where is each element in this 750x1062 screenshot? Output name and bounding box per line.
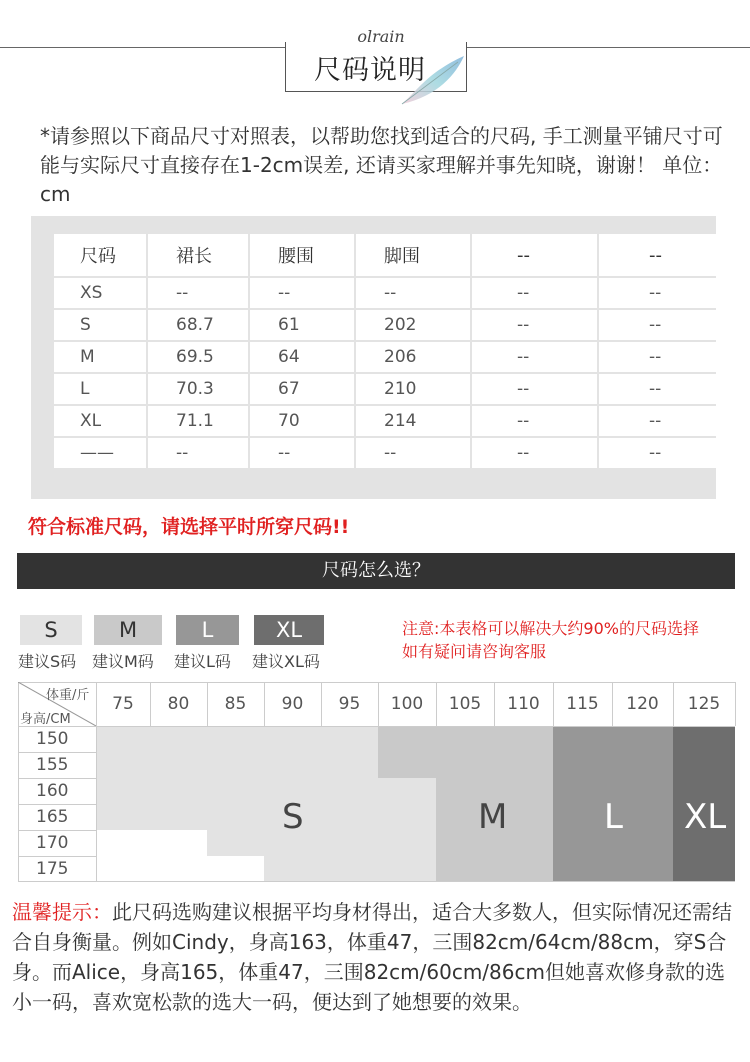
size-table-row bbox=[54, 406, 722, 436]
grid-weight-label: 85 bbox=[224, 694, 247, 714]
grid-cell-s bbox=[96, 752, 378, 778]
grid-header-divider bbox=[18, 726, 735, 727]
size-table-cell: 67 bbox=[250, 374, 354, 404]
size-table-cell: 210 bbox=[356, 374, 470, 404]
section-title-bar: 尺码怎么选？ bbox=[17, 553, 735, 589]
legend-label-xl: 建议XL码 bbox=[252, 652, 320, 671]
size-table-cell: 70.3 bbox=[148, 374, 248, 404]
grid-cell-s bbox=[96, 804, 436, 830]
size-table-cell: -- bbox=[356, 438, 470, 468]
grid-weight-label: 120 bbox=[626, 694, 659, 714]
size-table-cell: -- bbox=[599, 438, 722, 468]
grid-cell-xl bbox=[673, 752, 735, 778]
size-table-cell: -- bbox=[599, 310, 722, 340]
grid-cell-l bbox=[553, 752, 673, 778]
size-table-header-row bbox=[54, 234, 722, 276]
grid-row-line bbox=[18, 752, 96, 753]
size-table-cell: 206 bbox=[356, 342, 470, 372]
legend-label-s: 建议S码 bbox=[18, 652, 77, 671]
size-table-cell: 202 bbox=[356, 310, 470, 340]
intro-text: *请参照以下商品尺寸对照表，以帮助您找到适合的尺码, 手工测量平铺尺寸可能与实际尺寸直接存在1-2cm误差, 还请买家理解并事先知晓，谢谢！ 单位：cm bbox=[40, 124, 723, 206]
header-line-left bbox=[0, 47, 286, 48]
grid-height-label: 175 bbox=[36, 859, 69, 879]
note-line: 如有疑问请咨询客服 bbox=[402, 642, 547, 661]
size-table-cell: -- bbox=[148, 278, 248, 308]
note-line: 注意:本表格可以解决大约90%的尺码选择 bbox=[402, 619, 699, 638]
size-table-header-cell: 裙长 bbox=[148, 234, 248, 276]
grid-weight-label: 105 bbox=[448, 694, 482, 714]
legend-swatch-l: L bbox=[176, 615, 239, 645]
grid-zone-label-m: M bbox=[478, 797, 508, 837]
legend-swatch-xl: XL bbox=[254, 615, 324, 645]
legend-swatch-s: S bbox=[20, 615, 82, 645]
legend-label-l: 建议L码 bbox=[174, 652, 231, 671]
grid-cell-l bbox=[553, 856, 673, 881]
size-table-cell: 214 bbox=[356, 406, 470, 436]
grid-weight-label: 100 bbox=[390, 694, 424, 714]
size-table-cell: -- bbox=[599, 342, 722, 372]
size-table-cell: L bbox=[54, 374, 146, 404]
grid-zone-label-s: S bbox=[282, 797, 304, 837]
grid-height-label: 150 bbox=[36, 729, 69, 749]
grid-height-label: 160 bbox=[36, 781, 69, 801]
size-table-cell: XL bbox=[54, 406, 146, 436]
size-table-cell: -- bbox=[472, 374, 597, 404]
page-title: 尺码说明 bbox=[314, 55, 426, 86]
grid-cell-s bbox=[207, 830, 436, 856]
size-table bbox=[52, 232, 724, 470]
grid-cell-m bbox=[378, 726, 553, 752]
grid-weight-label: 80 bbox=[167, 694, 190, 714]
grid-corner-height-label: 身高/CM bbox=[20, 712, 71, 727]
grid-weight-label: 75 bbox=[112, 694, 134, 714]
grid-border-top bbox=[18, 682, 735, 683]
grid-cell-s bbox=[96, 778, 436, 804]
size-table-cell: —— bbox=[54, 438, 146, 468]
grid-zone-label-xl: XL bbox=[684, 797, 727, 837]
size-table-cell: -- bbox=[250, 278, 354, 308]
standard-size-warning: 符合标准尺码，请选择平时所穿尺码!! bbox=[28, 516, 350, 538]
grid-cell-m bbox=[436, 856, 553, 881]
size-table-row bbox=[54, 278, 722, 308]
grid-corner-weight-label: 体重/斤 bbox=[46, 688, 90, 703]
grid-height-label: 165 bbox=[36, 807, 69, 827]
tip-text: 此尺码选购建议根据平均身材得出，适合大多数人，但实际情况还需结合自身衡量。例如Cindy，身高163，体重47，三围82cm/64cm/88cm，穿S合身。而Alice，身高165，体重47，三围82cm/60cm/86cm但她喜欢修身款的选小一码，喜欢宽松款的选大一码，便达到了她想要的效果。 bbox=[12, 900, 732, 1014]
tip-paragraph bbox=[12, 897, 740, 1017]
size-table-cell: M bbox=[54, 342, 146, 372]
size-table-cell: -- bbox=[472, 438, 597, 468]
size-table-cell: -- bbox=[472, 342, 597, 372]
size-table-cell: 61 bbox=[250, 310, 354, 340]
grid-cell-m bbox=[378, 752, 553, 778]
grid-column-line bbox=[735, 682, 736, 726]
legend-swatch-m: M bbox=[94, 615, 162, 645]
grid-row-line bbox=[18, 804, 96, 805]
size-table-header-cell: 脚围 bbox=[356, 234, 470, 276]
brand-logo: olrain bbox=[341, 27, 421, 46]
grid-cell-s bbox=[96, 726, 378, 752]
grid-border-bottom bbox=[18, 881, 735, 882]
size-table-row bbox=[54, 342, 722, 372]
grid-weight-label: 95 bbox=[338, 694, 361, 714]
grid-cell-s bbox=[264, 856, 436, 881]
size-table-row bbox=[54, 438, 722, 468]
grid-cell-xl bbox=[673, 726, 735, 752]
header-line-right bbox=[465, 47, 750, 48]
size-table-row bbox=[54, 310, 722, 340]
grid-row-line bbox=[18, 778, 96, 779]
grid-cell-xl bbox=[673, 856, 735, 881]
tip-label: 温馨提示： bbox=[12, 900, 112, 924]
size-table-cell: -- bbox=[599, 374, 722, 404]
size-table-cell: -- bbox=[472, 278, 597, 308]
size-table-header-cell: 尺码 bbox=[54, 234, 146, 276]
size-table-cell: -- bbox=[250, 438, 354, 468]
size-table-cell: -- bbox=[472, 406, 597, 436]
size-table-header-cell: -- bbox=[472, 234, 597, 276]
size-table-header-cell: -- bbox=[599, 234, 722, 276]
size-table-header-cell: 腰围 bbox=[250, 234, 354, 276]
size-table-cell: S bbox=[54, 310, 146, 340]
size-table-cell: -- bbox=[599, 406, 722, 436]
size-table-cell: -- bbox=[148, 438, 248, 468]
size-table-cell: 69.5 bbox=[148, 342, 248, 372]
grid-weight-label: 115 bbox=[566, 694, 599, 714]
size-table-cell: -- bbox=[599, 278, 722, 308]
feather-icon bbox=[398, 52, 470, 108]
size-table-cell: -- bbox=[472, 310, 597, 340]
grid-height-label: 170 bbox=[36, 833, 69, 853]
size-table-cell: 71.1 bbox=[148, 406, 248, 436]
size-table-cell: 68.7 bbox=[148, 310, 248, 340]
grid-row-line bbox=[18, 830, 96, 831]
size-table-cell: -- bbox=[356, 278, 470, 308]
size-table-row bbox=[54, 374, 722, 404]
grid-weight-label: 110 bbox=[507, 694, 540, 714]
accuracy-note bbox=[402, 617, 699, 663]
grid-row-line bbox=[18, 856, 96, 857]
grid-height-label: 155 bbox=[36, 755, 69, 775]
legend-label-m: 建议M码 bbox=[92, 652, 154, 671]
size-table-cell: 64 bbox=[250, 342, 354, 372]
size-table-cell: 70 bbox=[250, 406, 354, 436]
grid-weight-label: 125 bbox=[687, 694, 721, 714]
grid-cell-l bbox=[553, 726, 673, 752]
size-table-cell: XS bbox=[54, 278, 146, 308]
grid-zone-label-l: L bbox=[604, 797, 623, 837]
grid-weight-label: 90 bbox=[281, 694, 304, 714]
